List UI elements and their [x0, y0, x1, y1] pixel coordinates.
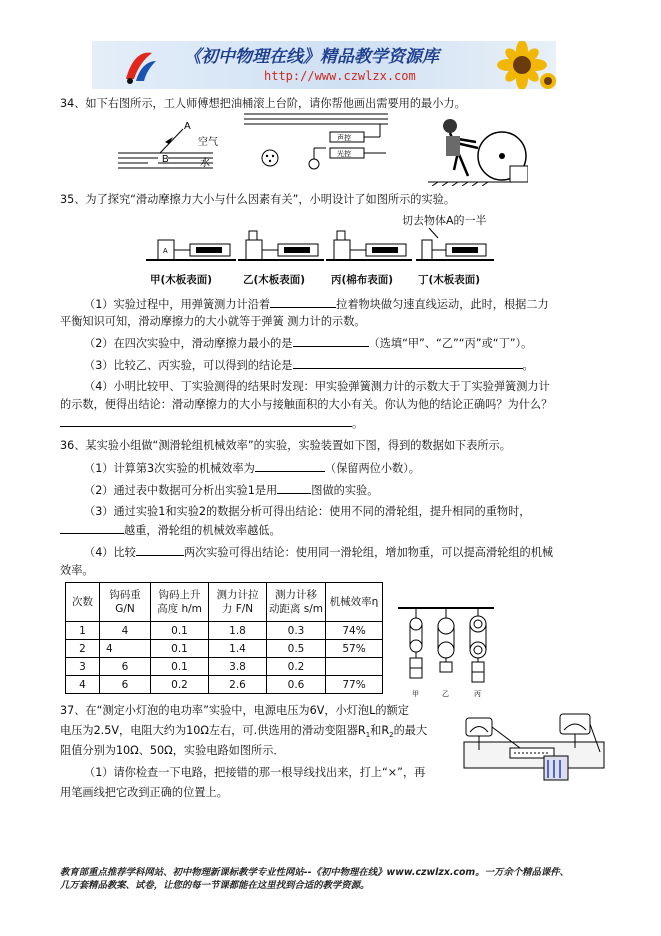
setup-yi — [238, 231, 324, 260]
q36-part3-line2: 越重，滑轮组的机械效率越低。 — [60, 522, 281, 538]
q36-text: 36、某实验小组做“测滑轮组机械效率”的实验，实验装置如下图，得到的数据如下表所示。 — [60, 439, 511, 452]
header-distance: 测力计移 动距离 s/m — [267, 583, 326, 622]
label-yi: 乙(木板表面) — [243, 274, 306, 286]
sunflower-icon — [488, 41, 556, 89]
cell: 0.6 — [267, 676, 326, 694]
header-weight: 钩码重 G/N — [100, 583, 151, 622]
setup-jia — [146, 240, 236, 260]
pulley-label-jia: 甲 — [412, 691, 419, 698]
site-logo — [122, 47, 158, 85]
table-header-row — [66, 583, 383, 622]
header-efficiency: 机械效率η — [326, 583, 383, 622]
q35-part1-line2: 平衡知识可知，滑动摩擦力的大小就等于弹簧 测力计的示数。 — [60, 315, 366, 328]
cell: 2.6 — [209, 676, 267, 694]
q35-text: 35、为了探究“滑动摩擦力大小与什么因素有关”，小明设计了如图所示的实验。 — [60, 193, 456, 206]
friction-experiment-diagrams — [146, 226, 496, 272]
header-height: 钩码上升 高度 h/m — [151, 583, 209, 622]
q37-part1-line2: 用笔画线把它改到正确的位置上。 — [60, 786, 228, 799]
cell: 3 — [66, 658, 100, 676]
cell: 4 — [100, 622, 151, 640]
cell: 1.4 — [209, 640, 267, 658]
q34-text: 34、如下右图所示，工人师傅想把油桶滚上台阶，请你帮他画出需要用的最小力。 — [60, 97, 466, 110]
cell: 4 — [100, 640, 151, 658]
air-label: 空气 — [198, 137, 218, 148]
q37-line2: 电压为2.5V，电阻大约为10Ω左右，可.供选用的滑动变阻器$R_1$和$R_2$的最大 — [60, 724, 428, 740]
footer-line2: 几万套精品教案、试卷，让您的每一节课都能在这里找到合适的教学资源。 — [60, 880, 370, 891]
cell: 0.2 — [267, 658, 326, 676]
cell: 0.5 — [267, 640, 326, 658]
q35-part1-line1: （1）实验过程中，用弹簧测力计沿着 拉着物块做匀速直线运动，此时，根据二力 — [84, 298, 549, 311]
label-ding: 丁(木板表面) — [418, 274, 481, 286]
q36-part4-line2: 效率。 — [60, 564, 94, 577]
point-a-label: A — [184, 121, 191, 132]
cell: 4 — [66, 676, 100, 694]
cell: 0.1 — [151, 658, 209, 676]
footer-line1: 教育部重点推荐学科网站、初中物理新课标教学专业性网站--《初中物理在线》www.czwlzx.com。一万余个精品课件、 — [60, 867, 569, 878]
block-a-label: A — [163, 248, 168, 255]
point-b-label: B — [162, 154, 169, 165]
header-banner — [92, 41, 556, 89]
pulley-label-yi: 乙 — [442, 691, 449, 698]
table-row — [66, 676, 383, 694]
cell: 3.8 — [209, 658, 267, 676]
pulley-label-bing: 丙 — [474, 691, 481, 698]
oil-barrel-worker-diagram — [428, 114, 528, 186]
cell: 0.1 — [151, 640, 209, 658]
cell: 0.3 — [267, 622, 326, 640]
cell: 74% — [326, 622, 383, 640]
q36-part2: （2）通过表中数据可分析出实验1是用 图做的实验。 — [84, 484, 379, 497]
cell: 2 — [66, 640, 100, 658]
q35-part3: （3）比较乙、丙实验，可以得到的结论是 。 — [84, 359, 534, 372]
switch-light-label: 光控 — [337, 151, 351, 158]
setup-ding — [416, 228, 494, 260]
cell: 1.8 — [209, 622, 267, 640]
switch-sound-label: 声控 — [337, 135, 351, 142]
q35-cut-caption: 切去物体A的一半 — [402, 214, 487, 227]
cell: 57% — [326, 640, 383, 658]
cell: 6 — [100, 658, 151, 676]
cell: 6 — [100, 676, 151, 694]
pulley-data-table — [65, 582, 383, 694]
q35-part2: （2）在四次实验中，滑动摩擦力最小的是 （选填“甲”、“乙”“丙”或“丁”）。 — [84, 337, 533, 350]
pulley-systems-diagram — [396, 604, 496, 700]
cell: 0.2 — [151, 676, 209, 694]
q35-part4-answer: 。 — [60, 415, 363, 431]
header-force: 测力计拉 力 F/N — [209, 583, 267, 622]
q36-part1: （1）计算第3次实验的机械效率为 （保留两位小数）。 — [84, 462, 420, 475]
q36-part4-line1: （4）比较 两次实验可得出结论：使用同一滑轮组，增加物重，可以提高滑轮组的机械 — [84, 546, 554, 559]
banner-title: 《初中物理在线》精品教学资源库 — [184, 47, 439, 67]
refraction-diagram — [88, 115, 218, 175]
table-row — [66, 622, 383, 640]
q35-part4-line1: （4）小明比较甲、丁实验测得的结果时发现：甲实验弹簧测力计的示数大于丁实验弹簧测力计 — [84, 380, 550, 393]
table-row — [66, 640, 383, 658]
water-label: 水 — [200, 158, 210, 169]
q35-part4-line2: 的示数，便得出结论：滑动摩擦力的大小与接触面积的大小有关。你认为他的结论正确吗？为什么？ — [60, 398, 553, 411]
banner-url: http://www.czwlzx.com — [264, 69, 416, 83]
label-jia: 甲(木板表面) — [150, 274, 213, 286]
label-bing: 丙(棉布表面) — [331, 274, 394, 286]
circuit-wiring-diagram — [240, 108, 390, 180]
q37-line1: 37、在“测定小灯泡的电功率”实验中，电源电压为6V，小灯泡L的额定 — [60, 704, 409, 717]
q36-part3-line1: （3）通过实验1和实验2的数据分析可得出结论：使用不同的滑轮组，提升相同的重物时， — [84, 505, 531, 518]
cell: 0.1 — [151, 622, 209, 640]
q37-line3: 阻值分别为10Ω、50Ω，实验电路如图所示． — [60, 744, 285, 757]
circuit-experiment-diagram — [460, 712, 606, 784]
cell: 77% — [326, 676, 383, 694]
q37-part1-line1: （1）请你检查一下电路，把接错的那一根导线找出来，打上“×”，再 — [84, 766, 426, 779]
cell: 1 — [66, 622, 100, 640]
table-row — [66, 658, 383, 676]
cell — [326, 658, 383, 676]
setup-bing — [326, 231, 412, 260]
header-trial: 次数 — [66, 583, 100, 622]
